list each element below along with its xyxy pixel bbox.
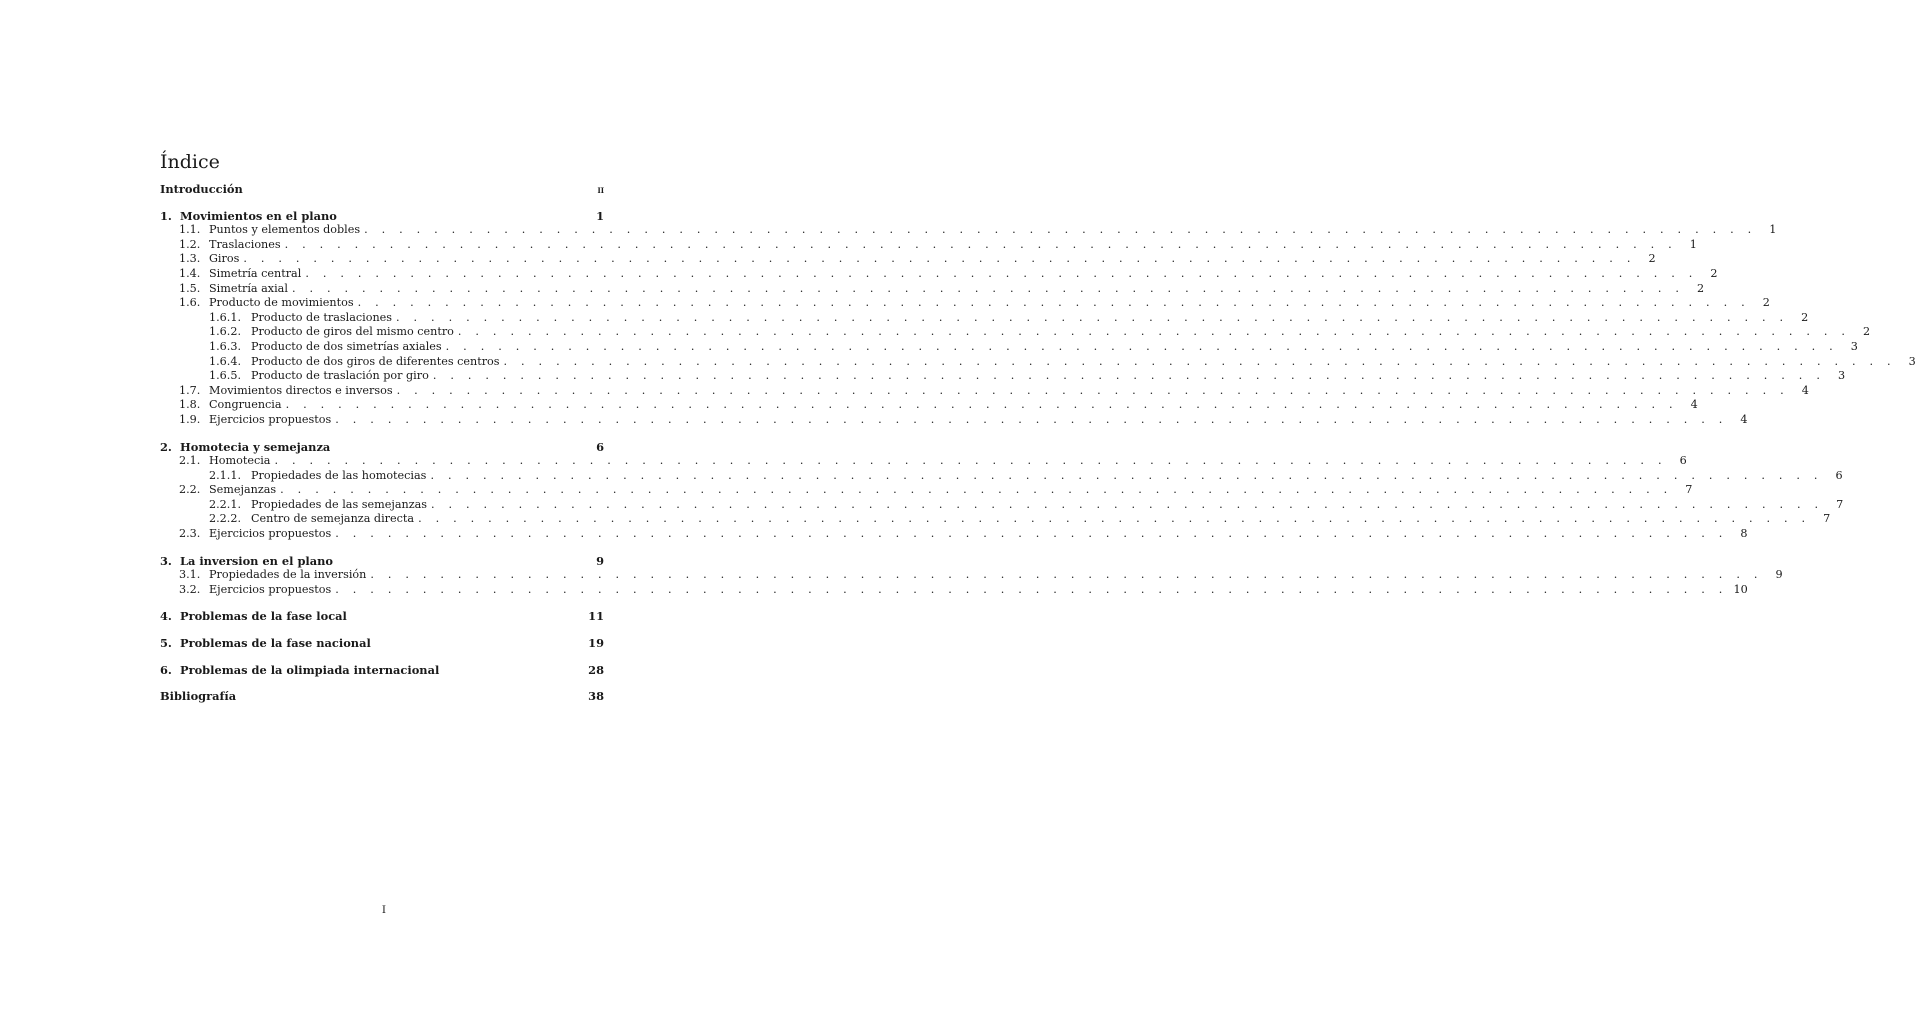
toc-section[interactable]	[160, 296, 1770, 311]
entry-label: Producto de dos giros de diferentes centros	[251, 354, 500, 368]
entry-label: Introducción	[160, 182, 243, 196]
toc-section[interactable]	[160, 412, 1748, 428]
table-of-contents	[160, 182, 1916, 704]
entry-label: Movimientos directos e inversos	[209, 383, 393, 397]
entry-page-number: 2	[1762, 296, 1770, 310]
toc-section[interactable]	[160, 582, 1748, 598]
toc-section[interactable]	[160, 281, 1705, 297]
entry-label: Traslaciones	[209, 237, 281, 251]
entry-page-number: 7	[1836, 497, 1844, 511]
entry-label: Simetría axial	[209, 281, 288, 295]
toc-entry-bibliography[interactable]	[160, 689, 604, 704]
entry-number: 1.6.1.	[209, 310, 242, 324]
entry-number: 6.	[160, 662, 172, 677]
toc-section[interactable]	[160, 398, 1698, 413]
entry-page-number: 3	[1850, 339, 1858, 353]
entry-label: Problemas de la fase local	[180, 609, 347, 624]
entry-number: 1.6.	[179, 296, 201, 310]
entry-number: 1.1.	[179, 223, 201, 237]
toc-chapter[interactable]	[160, 209, 604, 224]
dot-leader: . . . . . . . . . . . . . . . . . . . . . . . . . . . . . . . . . . . . . . . . . . . . . . . . . . . . . . . . . . . . . . . . . . . . . . . . . . . . . . . .	[370, 568, 1763, 582]
entry-number: 1.6.4.	[209, 354, 242, 368]
entry-label: Propiedades de las semejanzas	[251, 497, 428, 511]
entry-page-number: ii	[597, 184, 604, 196]
entry-page-number: 2	[1863, 325, 1871, 339]
entry-page-number: 2	[1697, 281, 1705, 295]
toc-chapter[interactable]	[160, 609, 604, 624]
entry-page-number: 4	[1690, 398, 1698, 412]
toc-entry-introduction[interactable]	[160, 182, 604, 197]
entry-label: Ejercicios propuestos	[209, 412, 332, 426]
dot-leader: . . . . . . . . . . . . . . . . . . . . . . . . . . . . . . . . . . . . . . . . . . . . . . . . . . . . . . . . . . . . . . . . . . . . . . . . . . . . . . . .	[396, 310, 1789, 324]
entry-number: 1.5.	[179, 281, 201, 295]
entry-page-number: 6	[1835, 468, 1843, 482]
entry-page-number: 1	[596, 208, 604, 223]
dot-leader: . . . . . . . . . . . . . . . . . . . . . . . . . . . . . . . . . . . . . . . . . . . . . . . . . . . . . . . . . . . . . . . . . . . . . . . . . . . . . . . .	[418, 512, 1811, 526]
entry-label: Propiedades de las homotecias	[251, 468, 427, 482]
entry-page-number: 2	[1710, 266, 1718, 280]
entry-label: Giros	[209, 252, 240, 266]
toc-section[interactable]	[160, 383, 1809, 399]
toc-section[interactable]	[160, 223, 1777, 238]
dot-leader: . . . . . . . . . . . . . . . . . . . . . . . . . . . . . . . . . . . . . . . . . . . . . . . . . . . . . . . . . . . . . . . . . . . . . . . . . . . . . . . .	[432, 369, 1826, 383]
entry-page-number: 3	[1837, 369, 1846, 383]
entry-page-number: 19	[588, 636, 604, 651]
entry-label: Producto de giros del mismo centro	[251, 325, 454, 339]
dot-leader: . . . . . . . . . . . . . . . . . . . . . . . . . . . . . . . . . . . . . . . . . . . . . . . . . . . . . . . . . . . . . . . . . . . . . . . . . . . . . . . .	[335, 527, 1728, 541]
dot-leader: . . . . . . . . . . . . . . . . . . . . . . . . . . . . . . . . . . . . . . . . . . . . . . . . . . . . . . . . . . . . . . . . . . . . . . . . . . . . . . . .	[357, 296, 1750, 310]
entry-page-number: 11	[588, 609, 604, 624]
page-number: I	[381, 904, 387, 916]
entry-label: La inversion en el plano	[180, 553, 334, 568]
toc-section[interactable]	[160, 237, 1697, 253]
entry-number: 1.4.	[179, 266, 201, 280]
toc-section[interactable]	[160, 527, 1748, 542]
entry-number: 2.1.1.	[209, 468, 242, 482]
dot-leader: . . . . . . . . . . . . . . . . . . . . . . . . . . . . . . . . . . . . . . . . . . . . . . . . . . . . . . . . . . . . . . . . . . . . . . . . . . . . . . . .	[284, 237, 1677, 251]
entry-label: Problemas de la olimpiada internacional	[180, 662, 440, 677]
dot-leader: . . . . . . . . . . . . . . . . . . . . . . . . . . . . . . . . . . . . . . . . . . . . . . . . . . . . . . . . . . . . . . . . . . . . . . . . . . . . . . . .	[457, 325, 1851, 339]
entry-page-number: 1	[1769, 223, 1777, 237]
entry-label: Producto de traslación por giro	[251, 369, 429, 383]
entry-label: Producto de movimientos	[209, 296, 354, 310]
dot-leader: . . . . . . . . . . . . . . . . . . . . . . . . . . . . . . . . . . . . . . . . . . . . . . . . . . . . . . . . . . . . . . . . . . . . . . . . . . . . . . . .	[280, 483, 1673, 497]
toc-subsection[interactable]	[160, 512, 1831, 527]
dot-leader: . . . . . . . . . . . . . . . . . . . . . . . . . . . . . . . . . . . . . . . . . . . . . . . . . . . . . . . . . . . . . . . . . . . . . . . . . . . . . . . .	[274, 454, 1667, 468]
entry-number: 2.2.	[179, 483, 201, 497]
dot-leader: . . . . . . . . . . . . . . . . . . . . . . . . . . . . . . . . . . . . . . . . . . . . . . . . . . . . . . . . . . . . . . . . . . . . . . . . . . . . . . . .	[364, 223, 1757, 237]
entry-page-number: 4	[1740, 412, 1748, 426]
toc-section[interactable]	[160, 252, 1656, 267]
dot-leader: . . . . . . . . . . . . . . . . . . . . . . . . . . . . . . . . . . . . . . . . . . . . . . . . . . . . . . . . . . . . . . . . . . . . . . . . . . . . . . . .	[291, 281, 1685, 295]
entry-page-number: 3	[1908, 354, 1916, 368]
entry-page-number: 38	[588, 689, 604, 704]
entry-number: 1.9.	[179, 412, 201, 426]
toc-chapter[interactable]	[160, 554, 604, 569]
entry-page-number: 6	[596, 439, 604, 454]
entry-page-number: 4	[1801, 383, 1809, 397]
entry-label: Simetría central	[209, 266, 302, 280]
entry-number: 2.1.	[179, 454, 201, 468]
toc-subsection[interactable]	[160, 468, 1843, 484]
entry-label: Puntos y elementos dobles	[209, 223, 361, 237]
entry-label: Producto de traslaciones	[251, 310, 393, 324]
entry-page-number: 1	[1689, 237, 1697, 251]
entry-label: Bibliografía	[160, 689, 237, 704]
dot-leader: . . . . . . . . . . . . . . . . . . . . . . . . . . . . . . . . . . . . . . . . . . . . . . . . . . . . . . . . . . . . . . . . . . . . . . . . . . . . . . . .	[430, 468, 1823, 482]
entry-page-number: 9	[1775, 568, 1783, 582]
entry-number: 4.	[160, 609, 172, 624]
toc-section[interactable]	[160, 483, 1693, 498]
entry-label: Movimientos en el plano	[180, 208, 337, 223]
entry-label: Ejercicios propuestos	[209, 527, 332, 541]
entry-page-number: 28	[588, 662, 604, 677]
dot-leader: . . . . . . . . . . . . . . . . . . . . . . . . . . . . . . . . . . . . . . . . . . . . . . . . . . . . . . . . . . . . . . . . . . . . . . . . . . . . . . . .	[445, 339, 1838, 353]
entry-page-number: 2	[1648, 252, 1656, 266]
entry-page-number: 10	[1733, 582, 1748, 596]
entry-number: 2.	[160, 439, 172, 454]
entry-number: 1.8.	[179, 398, 201, 412]
entry-number: 3.1.	[179, 568, 201, 582]
dot-leader: . . . . . . . . . . . . . . . . . . . . . . . . . . . . . . . . . . . . . . . . . . . . . . . . . . . . . . . . . . . . . . . . . . . . . . . . . . . . . . . .	[335, 582, 1728, 596]
dot-leader: . . . . . . . . . . . . . . . . . . . . . . . . . . . . . . . . . . . . . . . . . . . . . . . . . . . . . . . . . . . . . . . . . . . . . . . . . . . . . . . .	[503, 354, 1896, 368]
toc-section[interactable]	[160, 454, 1687, 469]
entry-number: 1.	[160, 208, 172, 223]
entry-number: 5.	[160, 636, 172, 651]
entry-number: 1.6.5.	[209, 369, 242, 383]
entry-label: Producto de dos simetrías axiales	[251, 339, 442, 353]
dot-leader: . . . . . . . . . . . . . . . . . . . . . . . . . . . . . . . . . . . . . . . . . . . . . . . . . . . . . . . . . . . . . . . . . . . . . . . . . . . . . . . .	[335, 412, 1728, 426]
entry-number: 2.2.2.	[209, 512, 242, 526]
entry-label: Ejercicios propuestos	[209, 582, 332, 596]
entry-number: 2.2.1.	[209, 497, 242, 511]
entry-label: Problemas de la fase nacional	[180, 636, 371, 651]
entry-page-number: 7	[1685, 483, 1693, 497]
toc-section[interactable]	[160, 266, 1718, 282]
toc-subsection[interactable]	[160, 354, 1916, 370]
entry-page-number: 2	[1801, 310, 1809, 324]
toc-subsection[interactable]	[160, 369, 1846, 384]
entry-number: 1.6.3.	[209, 339, 242, 353]
dot-leader: . . . . . . . . . . . . . . . . . . . . . . . . . . . . . . . . . . . . . . . . . . . . . . . . . . . . . . . . . . . . . . . . . . . . . . . . . . . . . . . .	[396, 383, 1789, 397]
dot-leader: . . . . . . . . . . . . . . . . . . . . . . . . . . . . . . . . . . . . . . . . . . . . . . . . . . . . . . . . . . . . . . . . . . . . . . . . . . . . . . . .	[243, 252, 1636, 266]
toc-chapter[interactable]	[160, 636, 604, 651]
entry-number: 1.2.	[179, 237, 201, 251]
entry-label: Congruencia	[209, 398, 282, 412]
entry-label: Centro de semejanza directa	[251, 512, 415, 526]
toc-section[interactable]	[160, 568, 1783, 583]
entry-page-number: 7	[1823, 512, 1831, 526]
entry-label: Homotecia y semejanza	[180, 439, 331, 454]
entry-number: 3.	[160, 553, 172, 568]
dot-leader: . . . . . . . . . . . . . . . . . . . . . . . . . . . . . . . . . . . . . . . . . . . . . . . . . . . . . . . . . . . . . . . . . . . . . . . . . . . . . . . .	[305, 266, 1698, 280]
entry-page-number: 9	[596, 553, 604, 568]
entry-label: Semejanzas	[209, 483, 277, 497]
entry-label: Homotecia	[209, 454, 271, 468]
entry-number: 1.6.2.	[209, 325, 242, 339]
entry-number: 1.7.	[179, 383, 201, 397]
entry-number: 1.3.	[179, 252, 201, 266]
dot-leader: . . . . . . . . . . . . . . . . . . . . . . . . . . . . . . . . . . . . . . . . . . . . . . . . . . . . . . . . . . . . . . . . . . . . . . . . . . . . . . . .	[431, 497, 1824, 511]
toc-subsection[interactable]	[160, 339, 1858, 355]
toc-chapter[interactable]	[160, 440, 604, 455]
entry-label: Propiedades de la inversión	[209, 568, 367, 582]
toc-chapter[interactable]	[160, 663, 604, 678]
entry-page-number: 6	[1679, 454, 1687, 468]
toc-subsection[interactable]	[160, 310, 1809, 326]
entry-page-number: 8	[1740, 527, 1748, 541]
dot-leader: . . . . . . . . . . . . . . . . . . . . . . . . . . . . . . . . . . . . . . . . . . . . . . . . . . . . . . . . . . . . . . . . . . . . . . . . . . . . . . . .	[285, 398, 1678, 412]
entry-number: 2.3.	[179, 527, 201, 541]
toc-subsection[interactable]	[160, 325, 1871, 340]
toc-subsection[interactable]	[160, 497, 1844, 513]
page-title: Índice	[160, 151, 220, 173]
entry-number: 3.2.	[179, 582, 201, 596]
